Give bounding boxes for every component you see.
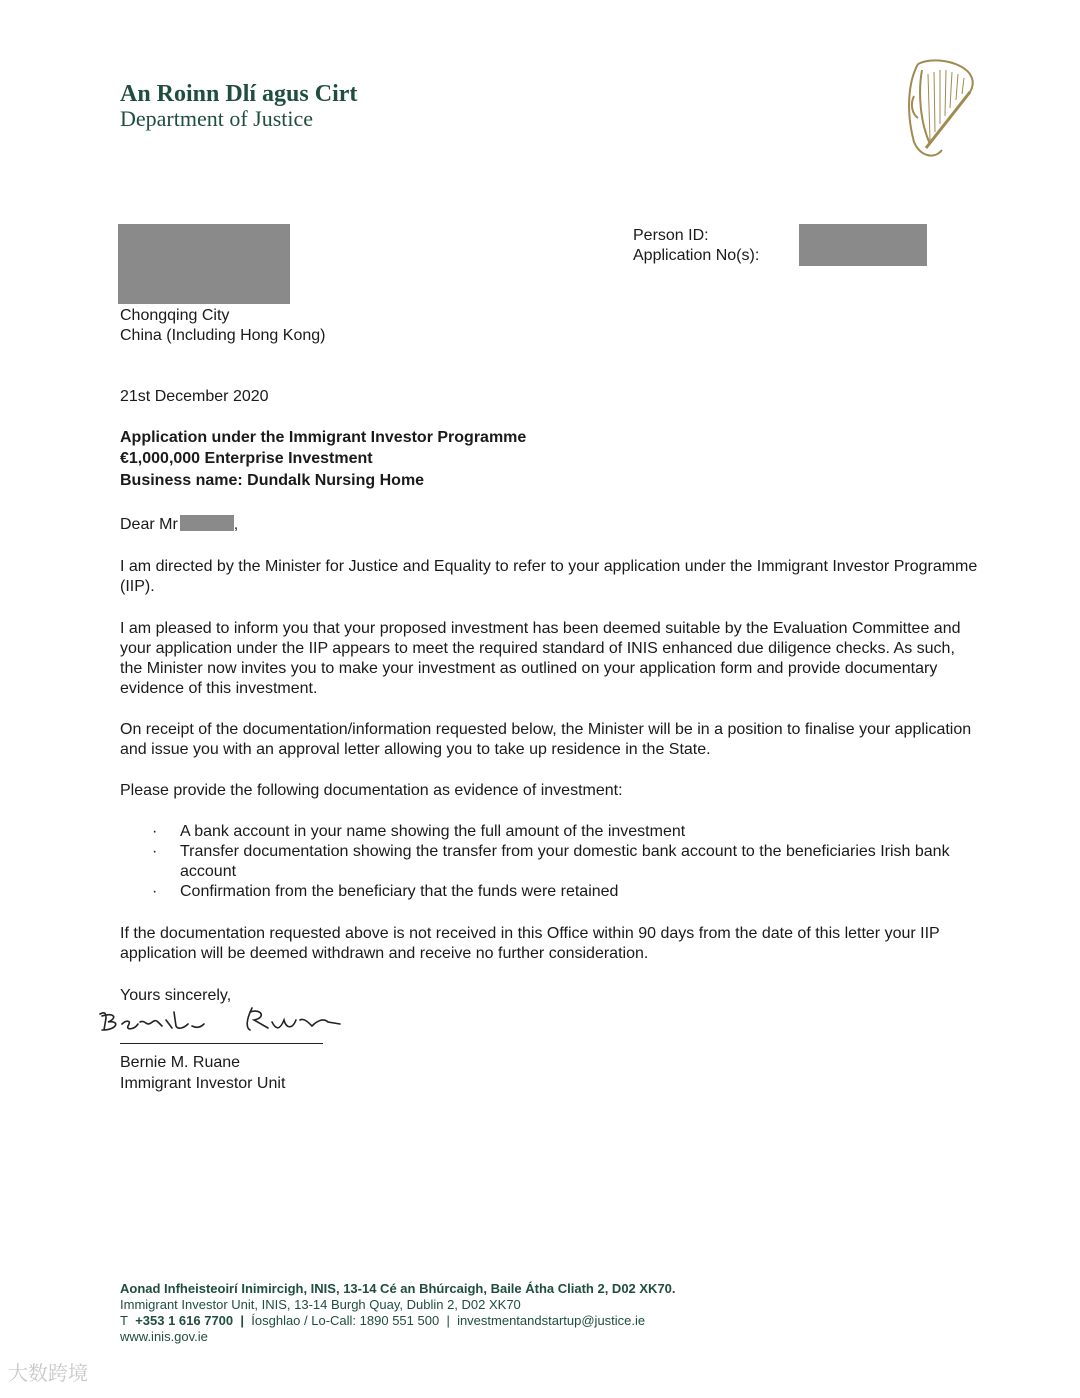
department-name-english: Department of Justice: [120, 106, 314, 131]
footer-contact-line: [120, 1313, 645, 1329]
list-item-text: Confirmation from the beneficiary that the funds were retained: [180, 883, 619, 900]
body-paragraph-4: Please provide the following documentation as evidence of investment:: [120, 782, 623, 799]
footer-tel: +353 1 616 7700: [135, 1313, 234, 1328]
body-paragraph-5: If the documentation requested above is not received in this Office within 90 days from the date of this letter your IIP application will be deemed withdrawn and receive no further consideration.: [120, 925, 940, 962]
address-city: Chongqing City: [120, 307, 230, 324]
evidence-list: [120, 822, 950, 902]
body-paragraph-2: I am pleased to inform you that your proposed investment has been deemed suitable by the Evaluation Committee and your application under the IIP appears to meet the required standard of INIS enhanced due diligence checks. As such, the Minister now invites you to make your investment as outlined on your application form and provide documentary evidence of this investment.: [120, 620, 961, 697]
footer-locall-label: Íosghlao / Lo-Call:: [251, 1313, 357, 1328]
watermark: 大数跨境: [8, 1363, 88, 1385]
footer-english-address: Immigrant Investor Unit, INIS, 13-14 Burgh Quay, Dublin 2, D02 XK70: [120, 1297, 521, 1312]
list-item: [120, 842, 950, 882]
signature-line: [120, 1043, 323, 1044]
bullet-glyph: ·: [152, 843, 158, 860]
valediction: Yours sincerely,: [120, 987, 232, 1004]
address-country: China (Including Hong Kong): [120, 327, 326, 344]
footer-email-link[interactable]: investmentandstartup@justice.ie: [457, 1313, 646, 1328]
redacted-recipient-name: [118, 224, 290, 304]
list-item: [120, 822, 950, 842]
footer-separator: |: [240, 1313, 245, 1328]
redacted-reference-numbers: [799, 224, 927, 266]
salutation: [120, 515, 238, 535]
body-paragraph-3: On receipt of the documentation/information requested below, the Minister will be in a position to finalise your application and issue you with an approval letter allowing you to take up residence in the State.: [120, 721, 972, 758]
redacted-surname: [180, 515, 234, 531]
subject-line-2: €1,000,000 Enterprise Investment: [120, 450, 373, 467]
list-item-text: A bank account in your name showing the full amount of the investment: [180, 823, 686, 840]
subject-line-1: Application under the Immigrant Investor Programme: [120, 429, 527, 446]
footer-separator: |: [446, 1313, 450, 1328]
bullet-glyph: ·: [152, 823, 158, 840]
person-id-label: Person ID:: [633, 227, 709, 244]
footer-locall: 1890 551 500: [359, 1313, 440, 1328]
footer-tel-label: T: [120, 1313, 128, 1328]
signatory-unit: Immigrant Investor Unit: [120, 1075, 286, 1092]
harp-icon: [900, 52, 980, 162]
signature-icon: [96, 998, 346, 1038]
letter-date: 21st December 2020: [120, 388, 269, 405]
bullet-glyph: ·: [152, 883, 158, 900]
salutation-prefix: Dear Mr: [120, 516, 178, 533]
list-item-text: Transfer documentation showing the transfer from your domestic bank account to the beneficiaries Irish bank account: [180, 843, 950, 880]
department-name-irish: An Roinn Dlí agus Cirt: [120, 81, 358, 107]
list-item: [120, 882, 950, 902]
salutation-suffix: ,: [233, 516, 239, 533]
application-no-label: Application No(s):: [633, 247, 760, 264]
body-paragraph-1: I am directed by the Minister for Justice and Equality to refer to your application under the Immigrant Investor Programme (IIP).: [120, 558, 978, 595]
footer-website-link[interactable]: www.inis.gov.ie: [120, 1329, 208, 1344]
subject-line-3: Business name: Dundalk Nursing Home: [120, 472, 425, 489]
footer-irish-address: Aonad Infheisteoirí Inimircigh, INIS, 13-14 Cé an Bhúrcaigh, Baile Átha Cliath 2, D02 XK70.: [120, 1281, 676, 1296]
signatory-name: Bernie M. Ruane: [120, 1054, 241, 1071]
